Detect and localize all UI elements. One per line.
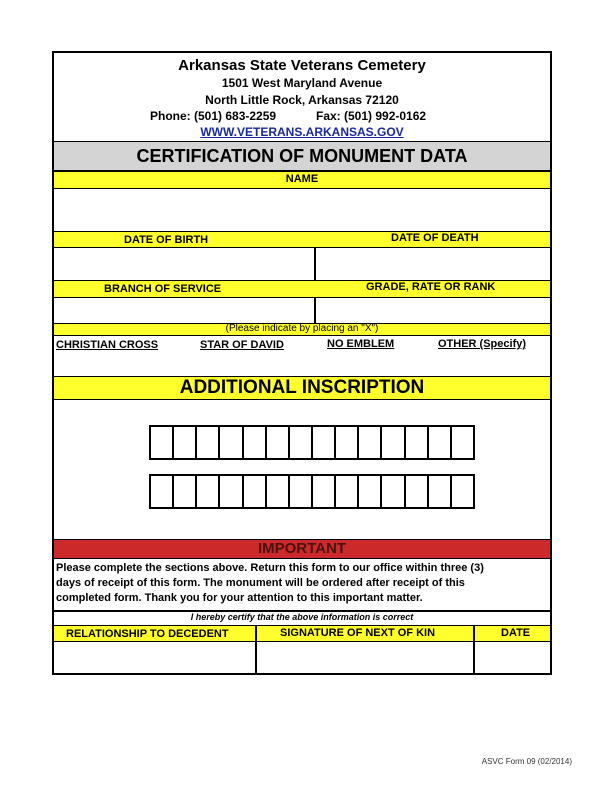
- char-box[interactable]: [452, 427, 473, 458]
- dob-label: DATE OF BIRTH: [124, 234, 209, 246]
- branch-field[interactable]: [54, 298, 314, 323]
- phone-number: Phone: (501) 683-2259: [150, 109, 277, 123]
- date-label: DATE: [501, 627, 531, 639]
- char-box[interactable]: [406, 427, 429, 458]
- char-box[interactable]: [220, 476, 243, 507]
- dates-label-band: [54, 231, 550, 248]
- christian-cross-option[interactable]: CHRISTIAN CROSS: [56, 339, 159, 351]
- grade-label: GRADE, RATE OR RANK: [366, 281, 496, 293]
- char-box[interactable]: [359, 427, 382, 458]
- name-field[interactable]: [54, 189, 550, 231]
- grade-field[interactable]: [316, 298, 552, 323]
- char-box[interactable]: [382, 427, 405, 458]
- important-text-1: Please complete the sections above. Return this form to our office within three (3): [56, 562, 484, 574]
- certify-statement: I hereby certify that the above information is correct: [190, 612, 414, 622]
- char-box[interactable]: [336, 427, 359, 458]
- char-box[interactable]: [151, 427, 174, 458]
- char-box[interactable]: [290, 476, 313, 507]
- char-box[interactable]: [197, 427, 220, 458]
- char-box[interactable]: [313, 427, 336, 458]
- name-label: NAME: [285, 173, 319, 185]
- inscription-line-2[interactable]: [149, 474, 475, 509]
- important-band: [54, 539, 550, 559]
- important-title: IMPORTANT: [257, 540, 347, 557]
- service-label-band: [54, 280, 550, 298]
- char-box[interactable]: [244, 476, 267, 507]
- website-link[interactable]: WWW.VETERANS.ARKANSAS.GOV: [200, 125, 404, 139]
- form-id: ASVC Form 09 (02/2014): [481, 757, 572, 766]
- divider: [473, 626, 475, 641]
- char-box[interactable]: [244, 427, 267, 458]
- no-emblem-option[interactable]: NO EMBLEM: [327, 338, 395, 350]
- inscription-title: ADDITIONAL INSCRIPTION: [179, 377, 425, 398]
- inscription-band: [54, 376, 550, 400]
- char-box[interactable]: [359, 476, 382, 507]
- char-box[interactable]: [290, 427, 313, 458]
- form-title: CERTIFICATION OF MONUMENT DATA: [136, 146, 468, 166]
- name-label-band: [54, 171, 550, 189]
- char-box[interactable]: [174, 476, 197, 507]
- char-box[interactable]: [452, 476, 473, 507]
- branch-label: BRANCH OF SERVICE: [104, 283, 222, 295]
- char-box[interactable]: [382, 476, 405, 507]
- inscription-line-1[interactable]: [149, 425, 475, 460]
- monument-form: [52, 51, 552, 675]
- street-address: 1501 West Maryland Avenue: [221, 76, 383, 90]
- char-box[interactable]: [220, 427, 243, 458]
- signature-label-band: [54, 625, 550, 642]
- char-box[interactable]: [313, 476, 336, 507]
- char-box[interactable]: [406, 476, 429, 507]
- fax-number: Fax: (501) 992-0162: [316, 109, 427, 123]
- dod-field[interactable]: [316, 248, 552, 280]
- date-field[interactable]: [475, 642, 552, 673]
- important-text-3: completed form. Thank you for your attention to this important matter.: [56, 592, 423, 604]
- important-text-2: days of receipt of this form. The monument will be ordered after receipt of this: [56, 577, 465, 589]
- char-box[interactable]: [429, 427, 452, 458]
- divider: [255, 626, 257, 641]
- signature-label: SIGNATURE OF NEXT OF KIN: [280, 627, 436, 639]
- char-box[interactable]: [197, 476, 220, 507]
- relationship-label: RELATIONSHIP TO DECEDENT: [66, 628, 229, 640]
- char-box[interactable]: [336, 476, 359, 507]
- char-box[interactable]: [151, 476, 174, 507]
- char-box[interactable]: [267, 427, 290, 458]
- char-box[interactable]: [429, 476, 452, 507]
- emblem-instruction: (Please indicate by placing an "X"): [225, 323, 379, 334]
- title-band: [54, 141, 550, 171]
- emblem-instruction-band: [54, 323, 550, 336]
- dod-label: DATE OF DEATH: [391, 232, 479, 244]
- dob-field[interactable]: [54, 248, 314, 280]
- other-option[interactable]: OTHER (Specify): [438, 338, 527, 350]
- org-name: Arkansas State Veterans Cemetery: [178, 57, 426, 74]
- relationship-field[interactable]: [54, 642, 255, 673]
- star-of-david-option[interactable]: STAR OF DAVID: [200, 339, 284, 351]
- city-address: North Little Rock, Arkansas 72120: [205, 93, 399, 107]
- signature-field[interactable]: [257, 642, 473, 673]
- char-box[interactable]: [174, 427, 197, 458]
- char-box[interactable]: [267, 476, 290, 507]
